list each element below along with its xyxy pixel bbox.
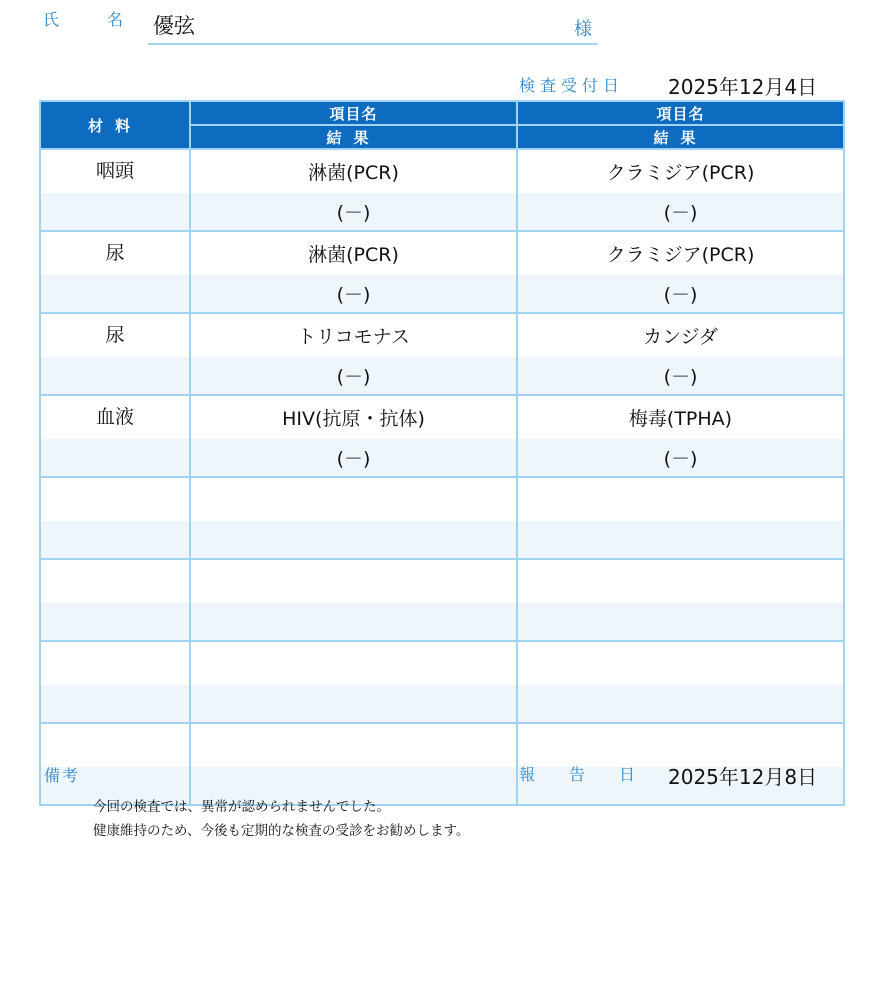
material-cell-blank [40,685,190,723]
patient-name: 優弦 [153,14,195,38]
table-result-row [40,603,844,641]
result-header-2: 結果 [517,125,844,149]
receipt-date-label: 検査受付日 [519,76,625,95]
material-cell: 咽頭 [40,149,190,193]
item-cell-2: カンジダ [517,313,844,357]
name-label [43,7,123,30]
item-cell-2 [517,559,844,603]
material-cell [40,477,190,521]
name-label-1: 氏 [43,10,60,29]
remarks-label: 備考 [44,766,81,785]
table-result-row [40,439,844,477]
item-cell-2 [517,477,844,521]
result-header-1: 結果 [190,125,517,149]
item-name-header-1: 項目名 [190,101,517,125]
item-cell-2: クラミジア(PCR) [517,149,844,193]
table-row [40,477,844,521]
table-result-row [40,193,844,231]
table-result-row [40,685,844,723]
material-cell-blank [40,439,190,477]
material-cell: 尿 [40,313,190,357]
item-cell-2: クラミジア(PCR) [517,231,844,275]
material-cell-blank [40,357,190,395]
material-cell [40,723,190,767]
result-cell-1 [190,603,517,641]
result-cell-2: (－) [517,439,844,477]
table-result-row [40,357,844,395]
result-cell-1: (－) [190,439,517,477]
result-cell-1 [190,521,517,559]
material-header: 材料 [40,101,190,149]
table-result-row [40,521,844,559]
item-cell-1: 淋菌(PCR) [190,231,517,275]
table-row [40,313,844,357]
result-cell-2 [517,685,844,723]
material-cell-blank [40,275,190,313]
report-label-3: 日 [619,765,636,784]
result-cell-1: (－) [190,357,517,395]
table-row [40,149,844,193]
item-name-header-2: 項目名 [517,101,844,125]
table-row [40,641,844,685]
item-cell-1: 淋菌(PCR) [190,149,517,193]
material-cell [40,641,190,685]
item-cell-1 [190,559,517,603]
table-row [40,559,844,603]
name-underline [148,43,598,45]
item-cell-2 [517,641,844,685]
result-cell-2 [517,521,844,559]
table-result-row [40,275,844,313]
report-date: 2025年12月8日 [668,765,818,789]
results-table [39,100,845,806]
table-row [40,231,844,275]
report-label-2: 告 [569,765,586,784]
material-cell-blank [40,603,190,641]
item-cell-1 [190,641,517,685]
material-cell: 尿 [40,231,190,275]
item-cell-1: トリコモナス [190,313,517,357]
result-cell-1 [190,685,517,723]
item-cell-2: 梅毒(TPHA) [517,395,844,439]
item-cell-1: HIV(抗原・抗体) [190,395,517,439]
result-cell-2 [517,603,844,641]
material-cell [40,559,190,603]
result-cell-2: (－) [517,193,844,231]
item-cell-1 [190,477,517,521]
result-cell-2: (－) [517,275,844,313]
result-cell-1: (－) [190,275,517,313]
material-cell-blank [40,193,190,231]
honorific: 様 [574,19,592,40]
material-cell-blank [40,521,190,559]
receipt-date: 2025年12月4日 [668,75,818,99]
name-label-2: 名 [107,10,124,29]
report-date-label [519,762,635,785]
report-label-1: 報 [519,765,536,784]
remarks-note-2: 健康維持のため、今後も定期的な検査の受診をお勧めします。 [93,823,470,839]
item-cell-1 [190,723,517,767]
material-cell: 血液 [40,395,190,439]
table-row [40,395,844,439]
result-cell-1: (－) [190,193,517,231]
remarks-note-1: 今回の検査では、異常が認められませんでした。 [93,799,390,815]
result-cell-2: (－) [517,357,844,395]
